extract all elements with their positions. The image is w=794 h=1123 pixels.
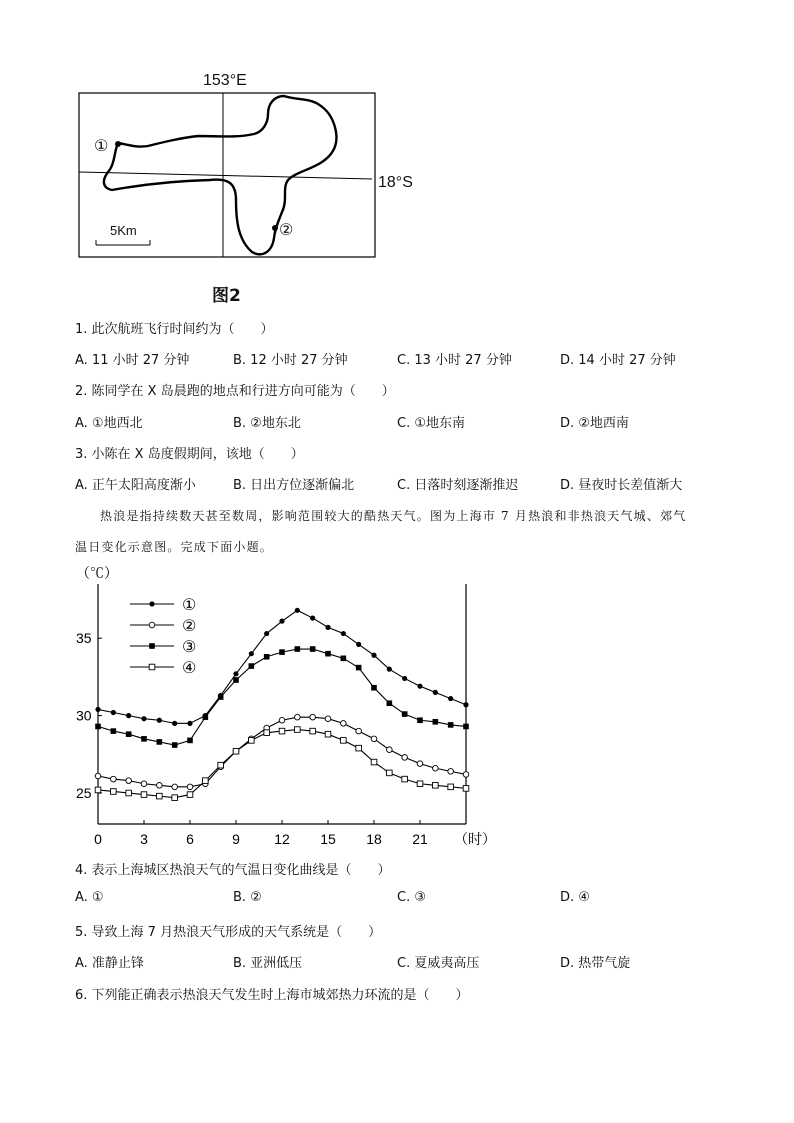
- series-3-point: [233, 677, 239, 683]
- series-4-point: [111, 789, 117, 795]
- series-1-point: [141, 716, 146, 721]
- point-1-label: ①: [94, 138, 109, 155]
- series-4-point: [203, 778, 209, 784]
- point-2-label: ②: [279, 222, 294, 239]
- option-5c: C. 夏威夷高压: [397, 956, 480, 971]
- series-4-point: [387, 770, 393, 776]
- series-1-point: [126, 713, 131, 718]
- option-5a: A. 准静止锋: [75, 956, 144, 971]
- option-4b: B. ②: [233, 890, 262, 905]
- option-4c: C. ③: [397, 890, 426, 905]
- series-2-point: [111, 776, 117, 782]
- series-4-point: [126, 790, 132, 796]
- option-2a: A. ①地西北: [75, 416, 143, 431]
- series-2-point: [310, 714, 316, 720]
- series-2-point: [448, 769, 454, 775]
- legend-marker-4: [149, 664, 155, 670]
- question-4: 4. 表示上海城区热浪天气的气温日变化曲线是（ ）: [75, 863, 391, 878]
- option-2c: C. ①地东南: [397, 416, 465, 431]
- series-2-point: [417, 761, 423, 767]
- option-1c: C. 13 小时 27 分钟: [397, 353, 512, 368]
- x-tick-label-3: 3: [140, 831, 148, 847]
- series-1-point: [264, 631, 269, 636]
- series-4-point: [233, 748, 239, 754]
- series-4-point: [172, 795, 178, 801]
- series-1-point: [356, 642, 361, 647]
- option-3b: B. 日出方位逐渐偏北: [233, 478, 355, 493]
- series-2-point: [172, 784, 178, 790]
- temperature-chart: [60, 558, 520, 853]
- option-3a: A. 正午太阳高度渐小: [75, 478, 196, 493]
- series-1-point: [279, 619, 284, 624]
- x-tick-label-18: 18: [366, 831, 382, 847]
- y-axis-label: （℃）: [76, 565, 118, 581]
- x-tick-label-15: 15: [320, 831, 336, 847]
- series-3-point: [356, 665, 362, 671]
- option-1d: D. 14 小时 27 分钟: [560, 353, 676, 368]
- series-3-point: [402, 711, 408, 717]
- x-tick-label-9: 9: [232, 831, 240, 847]
- series-4-point: [341, 738, 347, 744]
- series-1-point: [187, 721, 192, 726]
- series-3-point: [463, 724, 469, 730]
- series-1-point: [325, 625, 330, 630]
- point-2-marker: [272, 225, 278, 231]
- series-3-point: [187, 738, 193, 744]
- series-1-point: [463, 702, 468, 707]
- question-2: 2. 陈同学在 X 岛晨跑的地点和行进方向可能为（ ）: [75, 384, 395, 399]
- series-1-point: [417, 684, 422, 689]
- series-3-point: [295, 646, 301, 652]
- series-3-point: [387, 700, 393, 706]
- series-3-point: [249, 663, 255, 669]
- series-1-point: [341, 631, 346, 636]
- legend-label-1: ①: [182, 597, 197, 614]
- series-3-point: [279, 649, 285, 655]
- series-2-point: [325, 716, 331, 722]
- series-4-point: [95, 787, 101, 793]
- series-3-point: [341, 656, 347, 662]
- series-4-point: [448, 784, 454, 790]
- series-1-point: [95, 707, 100, 712]
- series-3-point: [433, 719, 439, 725]
- series-3-point: [371, 685, 377, 691]
- series-1-point: [172, 721, 177, 726]
- x-axis-label: （时）: [454, 831, 496, 847]
- series-1-point: [371, 653, 376, 658]
- series-2-point: [433, 765, 439, 771]
- series-1-point: [402, 676, 407, 681]
- option-2d: D. ②地西南: [560, 416, 629, 431]
- parallel-line: [79, 172, 372, 179]
- intro-line-1: 热浪是指持续数天甚至数周，影响范围较大的酷热天气。图为上海市 7 月热浪和非热浪天气城、郊气: [100, 509, 687, 523]
- series-1-point: [310, 615, 315, 620]
- series-2-point: [157, 782, 163, 788]
- series-1-point: [387, 667, 392, 672]
- longitude-label: 153°E: [203, 72, 247, 89]
- series-4-point: [264, 730, 270, 736]
- legend-marker-1: [149, 601, 154, 606]
- y-tick-label-30: 30: [76, 707, 92, 724]
- series-3-point: [325, 651, 331, 657]
- series-3-point: [157, 739, 163, 745]
- legend-marker-3: [149, 643, 155, 649]
- series-2-point: [295, 714, 301, 720]
- series-2-point: [341, 721, 347, 727]
- series-3-point: [448, 722, 454, 728]
- series-4-point: [279, 728, 285, 734]
- series-3-point: [264, 654, 270, 660]
- series-2-point: [402, 755, 408, 761]
- series-3-point: [141, 736, 147, 742]
- series-3-point: [203, 714, 209, 720]
- series-1-point: [111, 710, 116, 715]
- series-3-point: [111, 728, 117, 734]
- option-5d: D. 热带气旋: [560, 956, 631, 971]
- series-1-point: [448, 696, 453, 701]
- latitude-label: 18°S: [378, 174, 413, 191]
- option-1b: B. 12 小时 27 分钟: [233, 353, 348, 368]
- series-2-point: [141, 781, 147, 787]
- option-1a: A. 11 小时 27 分钟: [75, 353, 190, 368]
- series-3-point: [310, 646, 316, 652]
- x-tick-label-12: 12: [274, 831, 290, 847]
- series-1-point: [433, 690, 438, 695]
- series-1-point: [233, 671, 238, 676]
- series-1-point: [295, 608, 300, 613]
- legend-marker-2: [149, 622, 155, 628]
- legend-label-4: ④: [182, 660, 197, 677]
- point-1-marker: [115, 141, 121, 147]
- series-3-point: [126, 731, 132, 737]
- series-3-point: [172, 742, 178, 748]
- figure-caption: 图2: [212, 286, 241, 306]
- series-4-point: [249, 738, 255, 744]
- option-3c: C. 日落时刻逐渐推迟: [397, 478, 519, 493]
- series-4-point: [356, 745, 362, 751]
- series-4-point: [433, 782, 439, 788]
- series-4-point: [157, 793, 163, 799]
- series-2-point: [126, 778, 132, 784]
- series-4-point: [141, 792, 147, 798]
- series-4-point: [463, 786, 469, 792]
- series-4-point: [187, 792, 193, 798]
- x-tick-label-6: 6: [186, 831, 194, 847]
- series-4-point: [295, 727, 301, 733]
- series-2-point: [279, 717, 285, 723]
- legend-label-2: ②: [182, 618, 197, 635]
- series-1-point: [249, 651, 254, 656]
- series-2-point: [187, 784, 193, 790]
- series-4-point: [218, 762, 224, 768]
- series-4-point: [371, 759, 377, 765]
- series-3-point: [95, 724, 101, 730]
- scale-label: 5Km: [110, 223, 137, 238]
- series-line-2: [98, 717, 466, 787]
- series-1-point: [157, 718, 162, 723]
- series-2-point: [387, 747, 393, 753]
- option-3d: D. 昼夜时长差值渐大: [560, 478, 683, 493]
- y-tick-label-25: 25: [76, 785, 92, 802]
- option-5b: B. 亚洲低压: [233, 956, 303, 971]
- series-4-point: [310, 728, 316, 734]
- series-4-point: [325, 731, 331, 737]
- question-5: 5. 导致上海 7 月热浪天气形成的天气系统是（ ）: [75, 925, 382, 940]
- series-2-point: [356, 728, 362, 734]
- intro-line-2: 温日变化示意图。完成下面小题。: [75, 540, 274, 554]
- series-2-point: [371, 736, 377, 742]
- option-4d: D. ④: [560, 890, 590, 905]
- series-3-point: [417, 717, 423, 723]
- question-6: 6. 下列能正确表示热浪天气发生时上海市城郊热力环流的是（ ）: [75, 988, 469, 1003]
- series-3-point: [218, 694, 224, 700]
- option-4a: A. ①: [75, 890, 104, 905]
- x-tick-label-21: 21: [412, 831, 428, 847]
- y-tick-label-35: 35: [76, 630, 92, 647]
- series-line-4: [98, 730, 466, 798]
- x-tick-label-0: 0: [94, 831, 102, 847]
- series-2-point: [95, 773, 101, 779]
- question-3: 3. 小陈在 X 岛度假期间，该地（ ）: [75, 447, 304, 462]
- island-map: [60, 80, 420, 280]
- series-2-point: [463, 772, 469, 778]
- option-2b: B. ②地东北: [233, 416, 301, 431]
- legend-label-3: ③: [182, 639, 197, 656]
- series-4-point: [402, 776, 408, 782]
- series-4-point: [417, 781, 423, 787]
- question-1: 1. 此次航班飞行时间约为（ ）: [75, 322, 274, 337]
